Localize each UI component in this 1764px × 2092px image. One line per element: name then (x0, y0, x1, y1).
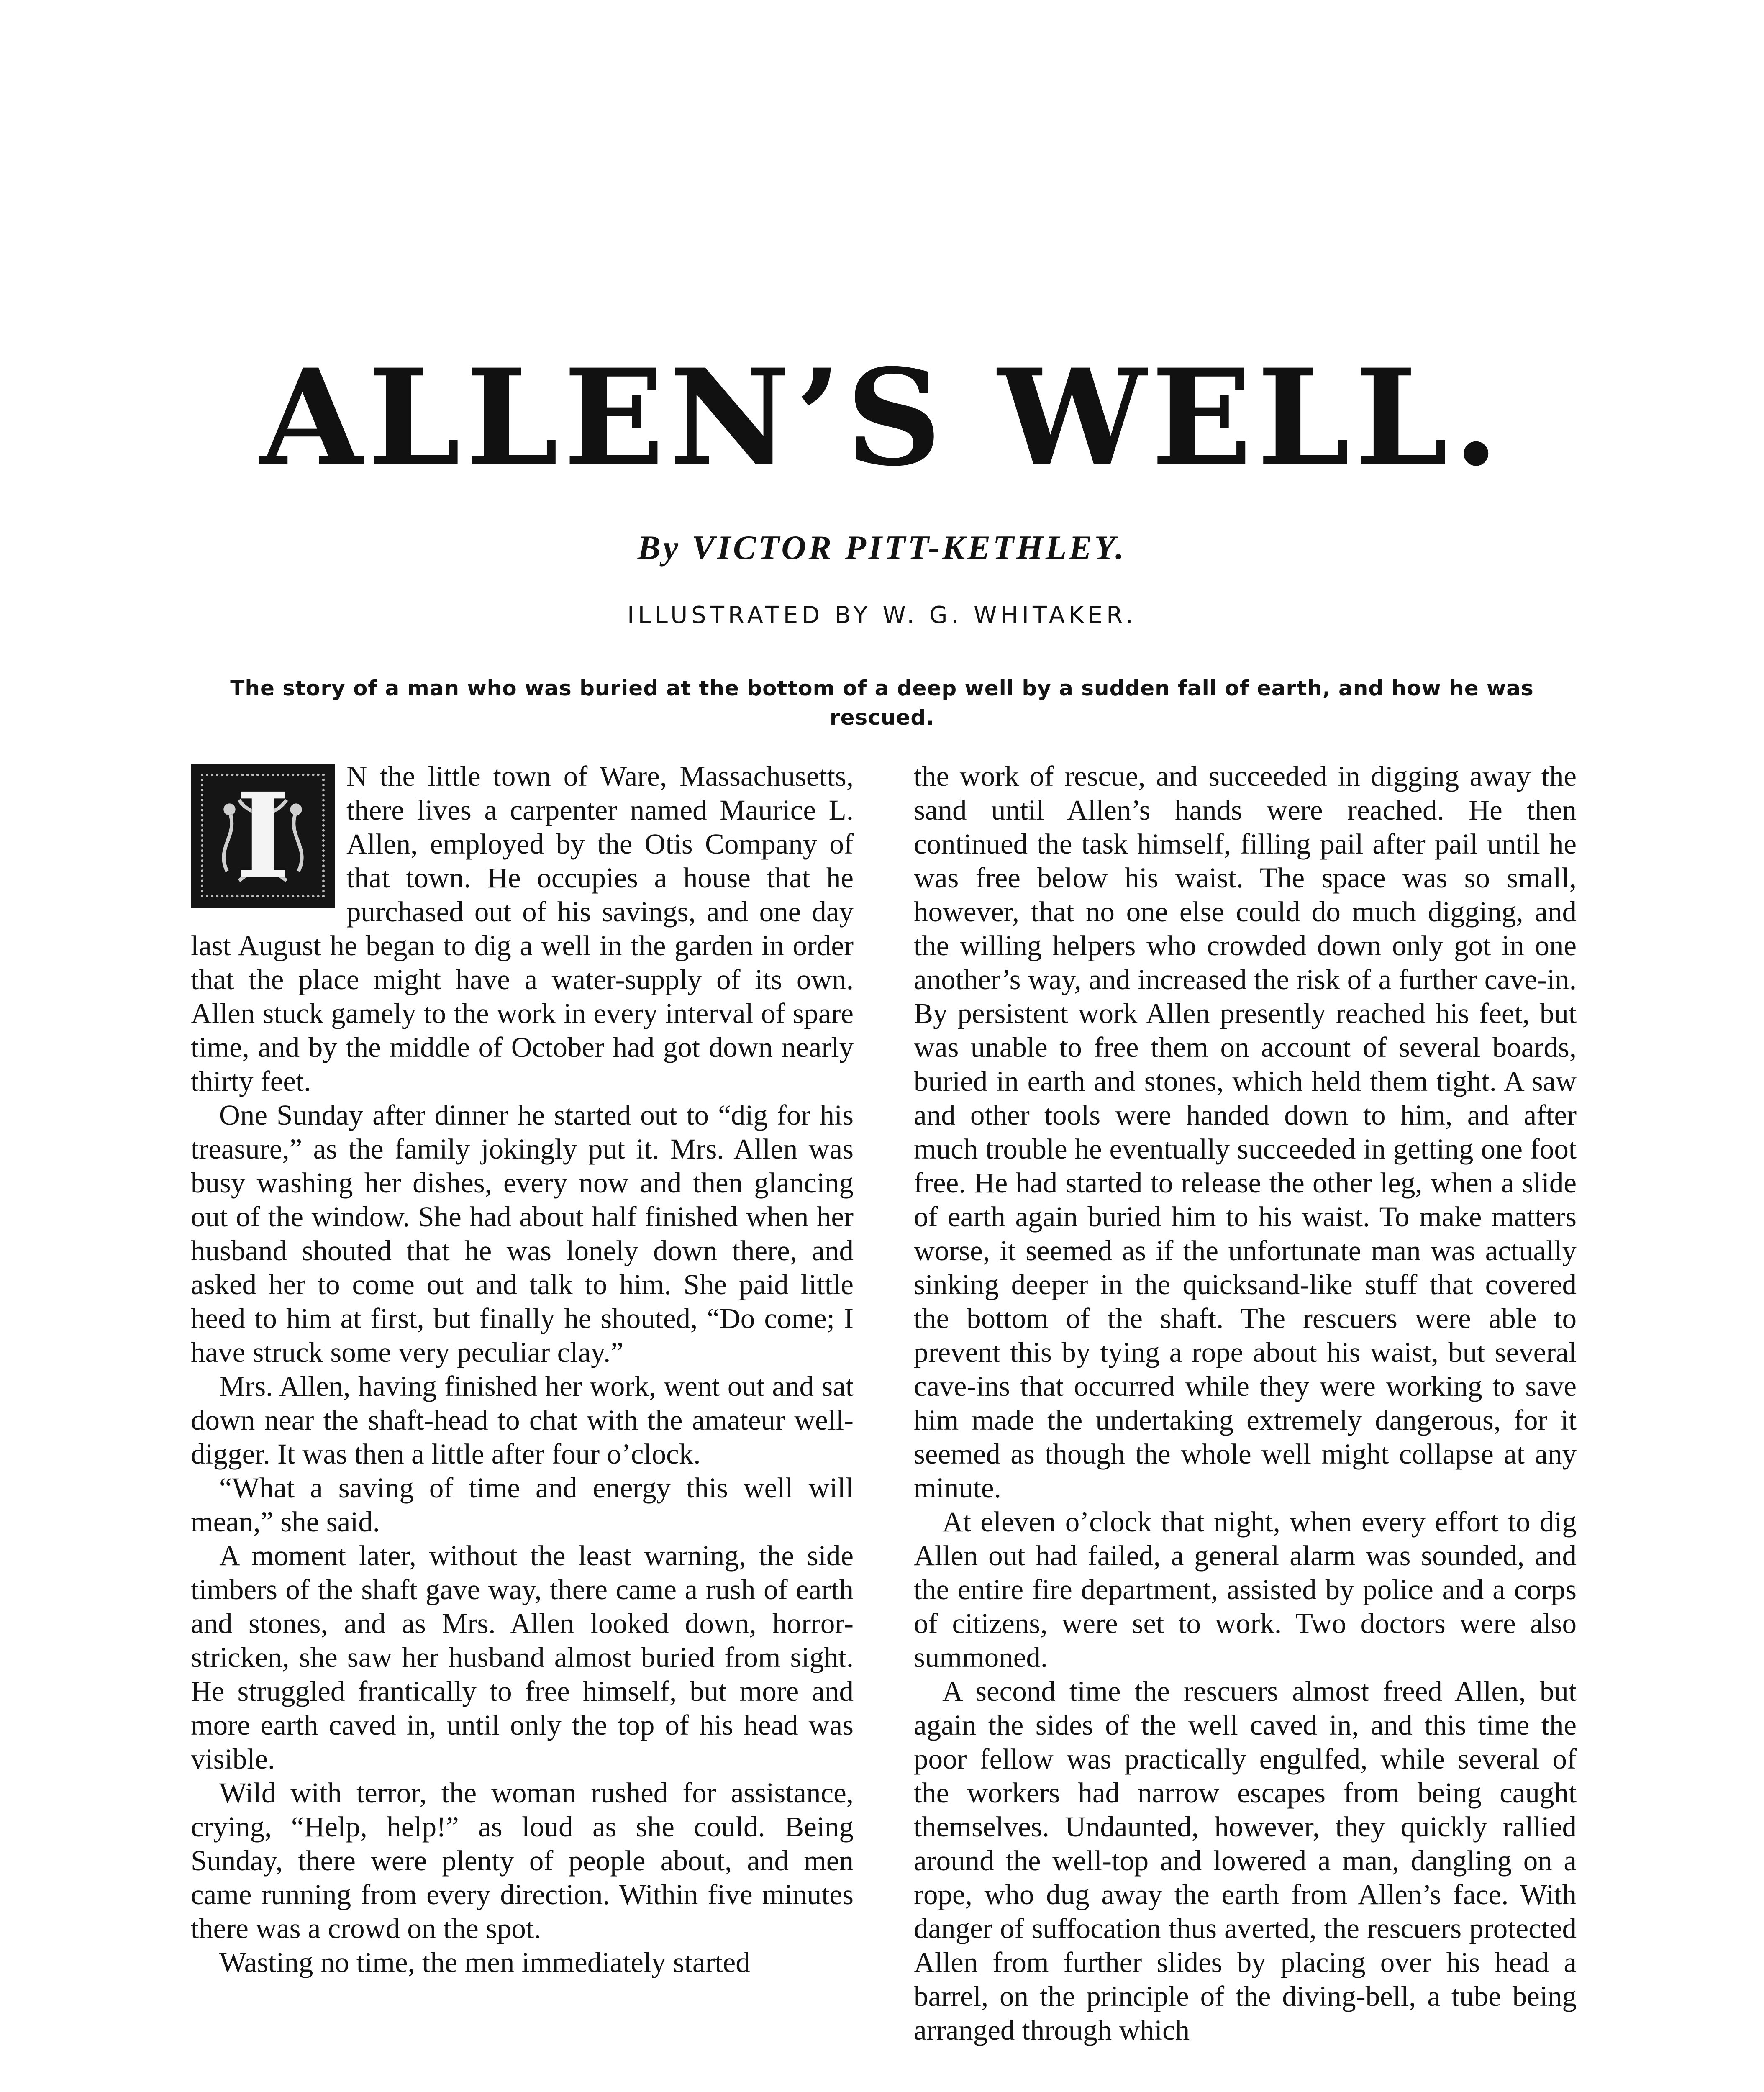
article-column-right (914, 759, 1577, 2047)
byline: By VICTOR PITT-KETHLEY. (637, 528, 1127, 567)
drop-cap (191, 764, 335, 908)
paragraph: At eleven o’clock that night, when every effort to dig Allen out had failed, a general alarm was sounded, and the entire fire department, assisted by police and a corps of citizens, were set to work. Two doctors were also summoned. (914, 1506, 1577, 1673)
paragraph: N the little town of Ware, Massachusetts, there lives a carpenter named Maurice L. Allen, employed by the Otis Company of that town. He occupies a house that he purchased out of his savings, and one day last August he began to dig a well in the garden in order that the place might have a water-supply of its own. Allen stuck gamely to the work in every interval of spare time, and by the middle of October had got down nearly thirty feet. (191, 760, 854, 1097)
paragraph: A second time the rescuers almost freed Allen, but again the sides of the well caved in, and this time the poor fellow was practically engulfed, while several of the workers had narrow escapes from being caught themselves. Undaunted, however, they quickly rallied around the well-top and lowered a man, dangling on a rope, who dug away the earth from Allen’s face. With danger of suffocation thus averted, the rescuers protected Allen from further slides by placing over his head a barrel, on the principle of the diving-bell, a tube being arranged through which (914, 1675, 1577, 2046)
paragraph: the work of rescue, and succeeded in digging away the sand until Allen’s hands were reached. He then continued the task himself, filling pail after pail until he was free below his waist. The space was so small, however, that no one else could do much digging, and the willing helpers who crowded down only got in one another’s way, and increased the risk of a further cave-in. By persistent work Allen presently reached his feet, but was unable to free them on account of several boards, buried in earth and stones, which held them tight. A saw and other tools were handed down to him, and after much trouble he eventually succeeded in getting one foot free. He had started to release the other leg, when a slide of earth again buried him to his waist. To make matters worse, it seemed as if the unfortunate man was actually sinking deeper in the quicksand-like stuff that covered the bottom of the shaft. The rescuers were able to prevent this by tying a rope about his waist, but several cave-ins that occurred while they were working to save him made the undertaking extremely dangerous, for it seemed as though the whole well might collapse at any minute. (914, 760, 1577, 1504)
paragraph: One Sunday after dinner he started out to “dig for his treasure,” as the family jokingly put it. Mrs. Allen was busy washing her dishes, every now and then glancing out of the window. She had about half finished when her husband shouted that he was lonely down there, and asked her to come out and talk to him. She paid little heed to him at first, but finally he shouted, “Do come; I have struck some very peculiar clay.” (191, 1099, 854, 1368)
paragraph: Wasting no time, the men immediately started (219, 1946, 750, 1978)
illustrator-credit: ILLUSTRATED BY W. G. WHITAKER. (627, 602, 1137, 629)
article-column-left (191, 759, 854, 1979)
standfirst: The story of a man who was buried at the bottom of a deep well by a sudden fall of earth, and how he was rescued. (230, 676, 1534, 730)
paragraph: “What a saving of time and energy this well will mean,” she said. (191, 1472, 854, 1538)
paragraph: Mrs. Allen, having finished her work, went out and sat down near the shaft-head to chat with the amateur well-digger. It was then a little after four o’clock. (191, 1370, 854, 1470)
article-title: ALLEN’S WELL. (260, 340, 1504, 495)
drop-cap-letter: I (235, 767, 290, 905)
paragraph: Wild with terror, the woman rushed for assistance, crying, “Help, help!” as loud as she could. Being Sunday, there were plenty of people about, and men came running from every direction. Within five minutes there was a crowd on the spot. (191, 1777, 854, 1944)
paragraph: A moment later, without the least warning, the side timbers of the shaft gave way, there came a rush of earth and stones, and as Mrs. Allen looked down, horror-stricken, she saw her husband almost buried from sight. He struggled frantically to free himself, but more and more earth caved in, until only the top of his head was visible. (191, 1540, 854, 1775)
